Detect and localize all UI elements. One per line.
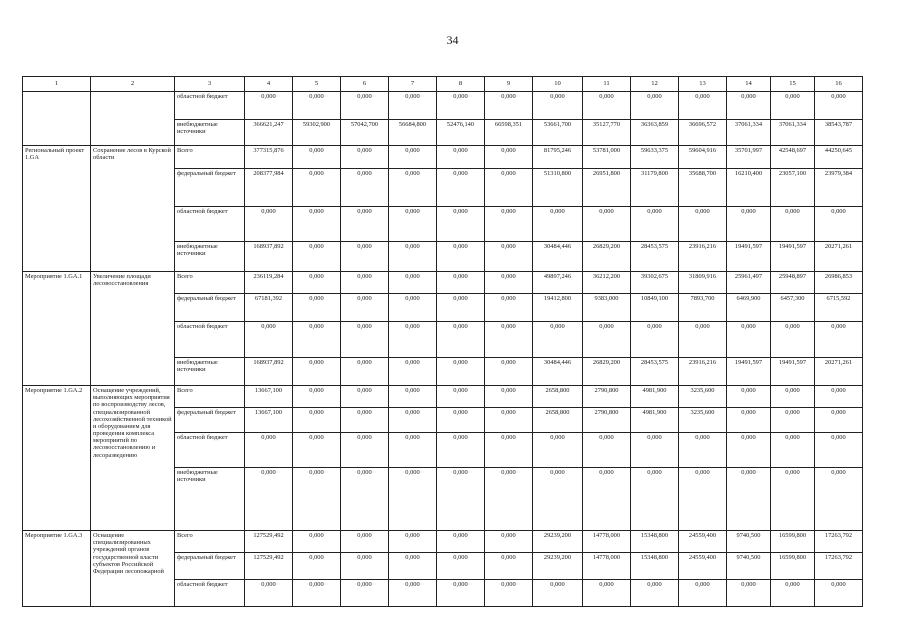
- value-cell: 0,000: [293, 242, 341, 272]
- value-cell: 0,000: [727, 408, 771, 433]
- value-cell: 0,000: [341, 92, 389, 120]
- value-cell: 208377,984: [245, 169, 293, 207]
- value-cell: 17263,792: [815, 531, 863, 553]
- value-cell: 0,000: [727, 386, 771, 408]
- value-cell: 0,000: [437, 468, 485, 531]
- column-header: 4: [245, 77, 293, 92]
- value-cell: 19491,597: [727, 242, 771, 272]
- value-cell: 7893,700: [679, 294, 727, 322]
- value-cell: 127529,492: [245, 553, 293, 580]
- value-cell: 0,000: [815, 433, 863, 468]
- value-cell: 0,000: [485, 468, 533, 531]
- value-cell: 26829,200: [583, 242, 631, 272]
- value-cell: 0,000: [389, 294, 437, 322]
- table-row: [23, 386, 863, 408]
- value-cell: 0,000: [245, 207, 293, 242]
- value-cell: 0,000: [341, 433, 389, 468]
- value-cell: 2658,800: [533, 386, 583, 408]
- value-cell: 0,000: [533, 92, 583, 120]
- funding-source-label: областной бюджет: [175, 580, 245, 607]
- value-cell: 35127,770: [583, 120, 631, 146]
- item-name: Оснащение учреждений, выполняющих мероприятия по воспроизводству лесов, специализированной лесохозяйственной техникой и оборудованием для проведения комплекса мероприятий по лесовосстановлению и лесоразведению: [91, 386, 175, 531]
- value-cell: 0,000: [389, 146, 437, 169]
- value-cell: 0,000: [583, 207, 631, 242]
- value-cell: 0,000: [245, 580, 293, 607]
- column-header: 11: [583, 77, 631, 92]
- value-cell: 0,000: [293, 433, 341, 468]
- budget-table: [22, 76, 863, 607]
- value-cell: 28453,575: [631, 358, 679, 386]
- value-cell: 30484,446: [533, 242, 583, 272]
- value-cell: 0,000: [485, 553, 533, 580]
- value-cell: 0,000: [485, 322, 533, 358]
- value-cell: 0,000: [437, 92, 485, 120]
- value-cell: 0,000: [727, 580, 771, 607]
- value-cell: 0,000: [389, 531, 437, 553]
- value-cell: 26986,853: [815, 272, 863, 294]
- value-cell: 168937,892: [245, 242, 293, 272]
- value-cell: 0,000: [679, 322, 727, 358]
- value-cell: 0,000: [293, 92, 341, 120]
- value-cell: 0,000: [437, 272, 485, 294]
- value-cell: 4981,900: [631, 386, 679, 408]
- value-cell: 2790,800: [583, 408, 631, 433]
- value-cell: 59604,916: [679, 146, 727, 169]
- table-row: [23, 531, 863, 553]
- value-cell: 0,000: [533, 433, 583, 468]
- item-name: [91, 92, 175, 146]
- value-cell: 0,000: [679, 468, 727, 531]
- funding-source-label: Всего: [175, 272, 245, 294]
- value-cell: 19491,597: [771, 242, 815, 272]
- value-cell: 19412,800: [533, 294, 583, 322]
- value-cell: 66598,351: [485, 120, 533, 146]
- funding-source-label: внебюджетные источники: [175, 358, 245, 386]
- value-cell: 0,000: [815, 207, 863, 242]
- value-cell: 0,000: [389, 169, 437, 207]
- value-cell: 51310,800: [533, 169, 583, 207]
- value-cell: 0,000: [341, 531, 389, 553]
- value-cell: 0,000: [437, 294, 485, 322]
- value-cell: 0,000: [631, 92, 679, 120]
- value-cell: 0,000: [341, 242, 389, 272]
- funding-source-label: федеральный бюджет: [175, 408, 245, 433]
- value-cell: 36696,572: [679, 120, 727, 146]
- value-cell: 15348,800: [631, 531, 679, 553]
- value-cell: 0,000: [437, 408, 485, 433]
- value-cell: 3235,600: [679, 386, 727, 408]
- value-cell: 0,000: [485, 92, 533, 120]
- value-cell: 9383,000: [583, 294, 631, 322]
- value-cell: 0,000: [341, 358, 389, 386]
- value-cell: 0,000: [245, 92, 293, 120]
- value-cell: 0,000: [815, 322, 863, 358]
- value-cell: 0,000: [341, 146, 389, 169]
- funding-source-label: внебюджетные источники: [175, 120, 245, 146]
- value-cell: 0,000: [437, 386, 485, 408]
- value-cell: 0,000: [485, 242, 533, 272]
- value-cell: 0,000: [341, 294, 389, 322]
- value-cell: 19491,597: [771, 358, 815, 386]
- value-cell: 0,000: [293, 207, 341, 242]
- item-name: Сохранение лесов в Курской области: [91, 146, 175, 272]
- funding-source-label: федеральный бюджет: [175, 553, 245, 580]
- value-cell: 0,000: [293, 358, 341, 386]
- value-cell: 6715,592: [815, 294, 863, 322]
- value-cell: 67181,392: [245, 294, 293, 322]
- column-header: 14: [727, 77, 771, 92]
- value-cell: 0,000: [583, 433, 631, 468]
- funding-source-label: областной бюджет: [175, 322, 245, 358]
- page-number: 34: [446, 33, 459, 47]
- value-cell: 53661,700: [533, 120, 583, 146]
- value-cell: 0,000: [727, 92, 771, 120]
- value-cell: 16599,800: [771, 531, 815, 553]
- value-cell: 52476,140: [437, 120, 485, 146]
- column-header: 6: [341, 77, 389, 92]
- value-cell: 0,000: [389, 358, 437, 386]
- value-cell: 24559,400: [679, 531, 727, 553]
- funding-source-label: областной бюджет: [175, 207, 245, 242]
- value-cell: 0,000: [727, 322, 771, 358]
- value-cell: 57042,700: [341, 120, 389, 146]
- column-header: 15: [771, 77, 815, 92]
- value-cell: 0,000: [389, 553, 437, 580]
- value-cell: 0,000: [293, 146, 341, 169]
- header-row: [23, 77, 863, 92]
- value-cell: 0,000: [437, 553, 485, 580]
- value-cell: 23057,100: [771, 169, 815, 207]
- value-cell: 0,000: [485, 531, 533, 553]
- value-cell: 0,000: [771, 408, 815, 433]
- value-cell: 0,000: [727, 468, 771, 531]
- value-cell: 0,000: [341, 272, 389, 294]
- value-cell: 0,000: [437, 322, 485, 358]
- value-cell: 0,000: [293, 294, 341, 322]
- value-cell: 0,000: [533, 580, 583, 607]
- value-cell: 37061,334: [771, 120, 815, 146]
- value-cell: 0,000: [583, 322, 631, 358]
- value-cell: 20271,261: [815, 242, 863, 272]
- column-header: 7: [389, 77, 437, 92]
- funding-source-label: Всего: [175, 386, 245, 408]
- funding-source-label: Всего: [175, 531, 245, 553]
- value-cell: 0,000: [437, 146, 485, 169]
- value-cell: 0,000: [679, 433, 727, 468]
- value-cell: 0,000: [389, 242, 437, 272]
- value-cell: 0,000: [341, 169, 389, 207]
- funding-source-label: внебюджетные источники: [175, 242, 245, 272]
- column-header: 9: [485, 77, 533, 92]
- value-cell: 0,000: [727, 207, 771, 242]
- value-cell: 0,000: [293, 408, 341, 433]
- value-cell: 0,000: [293, 580, 341, 607]
- value-cell: 0,000: [771, 322, 815, 358]
- value-cell: 13667,100: [245, 408, 293, 433]
- value-cell: 2790,800: [583, 386, 631, 408]
- value-cell: 25961,497: [727, 272, 771, 294]
- value-cell: 31809,916: [679, 272, 727, 294]
- value-cell: 0,000: [293, 169, 341, 207]
- value-cell: 0,000: [583, 580, 631, 607]
- value-cell: 0,000: [771, 92, 815, 120]
- value-cell: 0,000: [533, 322, 583, 358]
- value-cell: 23979,384: [815, 169, 863, 207]
- value-cell: 23916,216: [679, 358, 727, 386]
- table-row: [23, 272, 863, 294]
- value-cell: 0,000: [485, 169, 533, 207]
- column-header: 10: [533, 77, 583, 92]
- item-name: Увеличение площади лесовосстановления: [91, 272, 175, 386]
- value-cell: 81795,246: [533, 146, 583, 169]
- value-cell: 0,000: [771, 386, 815, 408]
- value-cell: 0,000: [815, 386, 863, 408]
- value-cell: 0,000: [771, 207, 815, 242]
- column-header: 1: [23, 77, 91, 92]
- value-cell: 0,000: [437, 433, 485, 468]
- item-name: Оснащение специализированных учреждений органов государственной власти субъектов Российской Федерации лесопожарной: [91, 531, 175, 607]
- value-cell: 16599,800: [771, 553, 815, 580]
- value-cell: 14778,000: [583, 553, 631, 580]
- value-cell: 0,000: [389, 433, 437, 468]
- value-cell: 0,000: [815, 408, 863, 433]
- value-cell: 59633,375: [631, 146, 679, 169]
- item-code: Мероприятие 1.GA.3: [23, 531, 91, 607]
- value-cell: 0,000: [293, 322, 341, 358]
- funding-source-label: областной бюджет: [175, 433, 245, 468]
- value-cell: 38543,787: [815, 120, 863, 146]
- value-cell: 0,000: [485, 580, 533, 607]
- value-cell: 0,000: [341, 322, 389, 358]
- value-cell: 42548,697: [771, 146, 815, 169]
- value-cell: 0,000: [485, 207, 533, 242]
- column-header: 5: [293, 77, 341, 92]
- value-cell: 0,000: [293, 553, 341, 580]
- value-cell: 29239,200: [533, 553, 583, 580]
- value-cell: 20271,261: [815, 358, 863, 386]
- value-cell: 0,000: [485, 272, 533, 294]
- value-cell: 0,000: [771, 433, 815, 468]
- value-cell: 0,000: [341, 408, 389, 433]
- value-cell: 36363,859: [631, 120, 679, 146]
- value-cell: 0,000: [533, 468, 583, 531]
- value-cell: 24559,400: [679, 553, 727, 580]
- value-cell: 2658,800: [533, 408, 583, 433]
- table-row: [23, 146, 863, 169]
- value-cell: 0,000: [631, 580, 679, 607]
- value-cell: 0,000: [631, 207, 679, 242]
- value-cell: 0,000: [245, 433, 293, 468]
- value-cell: 0,000: [583, 92, 631, 120]
- value-cell: 0,000: [485, 146, 533, 169]
- item-code: Мероприятие 1.GA.1: [23, 272, 91, 386]
- value-cell: 0,000: [293, 272, 341, 294]
- column-header: 13: [679, 77, 727, 92]
- value-cell: 39302,675: [631, 272, 679, 294]
- value-cell: 0,000: [389, 322, 437, 358]
- value-cell: 35688,700: [679, 169, 727, 207]
- value-cell: 9740,500: [727, 553, 771, 580]
- value-cell: 26951,800: [583, 169, 631, 207]
- value-cell: 0,000: [485, 294, 533, 322]
- value-cell: 0,000: [485, 358, 533, 386]
- funding-source-label: областной бюджет: [175, 92, 245, 120]
- item-code: Мероприятие 1.GA.2: [23, 386, 91, 531]
- value-cell: 29239,200: [533, 531, 583, 553]
- value-cell: 236119,284: [245, 272, 293, 294]
- value-cell: 0,000: [293, 531, 341, 553]
- value-cell: 0,000: [771, 580, 815, 607]
- table-row: [23, 92, 863, 120]
- value-cell: 56684,800: [389, 120, 437, 146]
- value-cell: 31179,800: [631, 169, 679, 207]
- value-cell: 0,000: [341, 580, 389, 607]
- value-cell: 0,000: [437, 169, 485, 207]
- value-cell: 4981,900: [631, 408, 679, 433]
- value-cell: 0,000: [245, 468, 293, 531]
- value-cell: 0,000: [631, 322, 679, 358]
- funding-source-label: федеральный бюджет: [175, 294, 245, 322]
- funding-source-label: внебюджетные источники: [175, 468, 245, 531]
- value-cell: 0,000: [437, 358, 485, 386]
- value-cell: 0,000: [485, 408, 533, 433]
- value-cell: 23916,216: [679, 242, 727, 272]
- value-cell: 35701,997: [727, 146, 771, 169]
- column-header: 8: [437, 77, 485, 92]
- value-cell: 0,000: [771, 468, 815, 531]
- value-cell: 15348,800: [631, 553, 679, 580]
- value-cell: 0,000: [583, 468, 631, 531]
- value-cell: 168937,892: [245, 358, 293, 386]
- value-cell: 127529,492: [245, 531, 293, 553]
- column-header: 16: [815, 77, 863, 92]
- value-cell: 0,000: [533, 207, 583, 242]
- value-cell: 0,000: [437, 531, 485, 553]
- value-cell: 6469,900: [727, 294, 771, 322]
- value-cell: 0,000: [679, 92, 727, 120]
- column-header: 12: [631, 77, 679, 92]
- value-cell: 13667,100: [245, 386, 293, 408]
- funding-source-label: федеральный бюджет: [175, 169, 245, 207]
- value-cell: 0,000: [815, 580, 863, 607]
- value-cell: 0,000: [631, 468, 679, 531]
- value-cell: 30484,446: [533, 358, 583, 386]
- value-cell: 0,000: [485, 433, 533, 468]
- value-cell: 3235,600: [679, 408, 727, 433]
- value-cell: 0,000: [293, 468, 341, 531]
- value-cell: 0,000: [389, 92, 437, 120]
- value-cell: 0,000: [389, 386, 437, 408]
- value-cell: 0,000: [341, 468, 389, 531]
- value-cell: 17263,792: [815, 553, 863, 580]
- value-cell: 26829,200: [583, 358, 631, 386]
- value-cell: 366621,247: [245, 120, 293, 146]
- column-header: 3: [175, 77, 245, 92]
- value-cell: 19491,597: [727, 358, 771, 386]
- value-cell: 0,000: [631, 433, 679, 468]
- value-cell: 25948,897: [771, 272, 815, 294]
- value-cell: 53781,000: [583, 146, 631, 169]
- value-cell: 0,000: [389, 580, 437, 607]
- value-cell: 0,000: [485, 386, 533, 408]
- item-code: Региональный проект 1.GA: [23, 146, 91, 272]
- value-cell: 0,000: [437, 580, 485, 607]
- value-cell: 0,000: [389, 207, 437, 242]
- value-cell: 0,000: [245, 322, 293, 358]
- value-cell: 0,000: [341, 553, 389, 580]
- value-cell: 36212,200: [583, 272, 631, 294]
- value-cell: 16210,400: [727, 169, 771, 207]
- value-cell: 59302,900: [293, 120, 341, 146]
- value-cell: 0,000: [679, 580, 727, 607]
- value-cell: 0,000: [437, 207, 485, 242]
- value-cell: 0,000: [815, 468, 863, 531]
- value-cell: 0,000: [389, 408, 437, 433]
- value-cell: 44250,645: [815, 146, 863, 169]
- item-code: [23, 92, 91, 146]
- column-header: 2: [91, 77, 175, 92]
- value-cell: 377315,876: [245, 146, 293, 169]
- value-cell: 0,000: [679, 207, 727, 242]
- funding-source-label: Всего: [175, 146, 245, 169]
- value-cell: 0,000: [437, 242, 485, 272]
- value-cell: 0,000: [389, 468, 437, 531]
- value-cell: 0,000: [815, 92, 863, 120]
- value-cell: 6457,300: [771, 294, 815, 322]
- value-cell: 0,000: [341, 207, 389, 242]
- value-cell: 9740,500: [727, 531, 771, 553]
- value-cell: 49897,246: [533, 272, 583, 294]
- value-cell: 28453,575: [631, 242, 679, 272]
- value-cell: 10849,100: [631, 294, 679, 322]
- value-cell: 0,000: [293, 386, 341, 408]
- value-cell: 0,000: [727, 433, 771, 468]
- value-cell: 0,000: [341, 386, 389, 408]
- value-cell: 37061,334: [727, 120, 771, 146]
- value-cell: 14778,000: [583, 531, 631, 553]
- value-cell: 0,000: [389, 272, 437, 294]
